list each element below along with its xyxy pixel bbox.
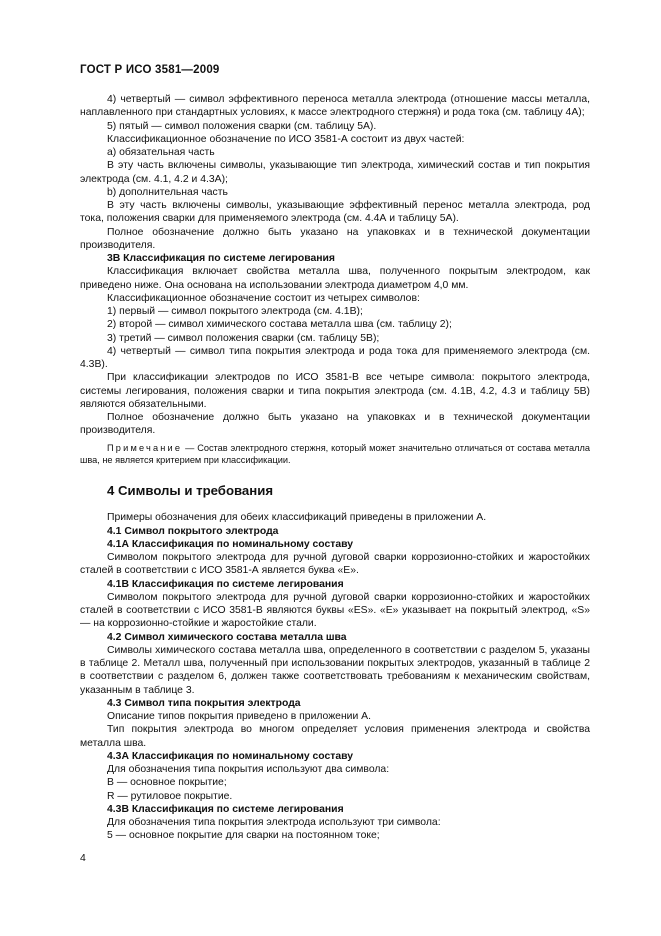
paragraph: Тип покрытия электрода во многом определяет условия применения электрода и свойства металла шва. xyxy=(80,724,590,749)
list-item: В — основное покрытие; xyxy=(107,777,227,789)
paragraph: Символом покрытого электрода для ручной дуговой сварки коррозионно-стойких и жаростойких сталей в соответствии с ИСО 3581-В являются буквы «ES». «Е» указывает на покрытый электрод, «S» — на коррозионно-стойкие и жаростойкие стали. xyxy=(80,591,590,630)
paragraph: Полное обозначение должно быть указано на упаковках и в технической документации производителя. xyxy=(80,412,590,437)
subsection-heading: 4.1А Классификация по номинальному составу xyxy=(107,538,354,550)
subsection-heading: 4.3В Классификация по системе легирования xyxy=(107,803,344,815)
paragraph: В эту часть включены символы, указывающие тип электрода, химический состав и тип покрытия электрода (см. 4.1, 4.2 и 4.3А); xyxy=(80,160,590,185)
subsection-heading: 4.3 Символ типа покрытия электрода xyxy=(107,697,301,709)
list-item: 2) второй — символ химического состава металла шва (см. таблицу 2); xyxy=(107,319,452,331)
paragraph: Для обозначения типа покрытия используют два символа: xyxy=(107,764,390,776)
page-body xyxy=(80,93,590,843)
list-item: 5 — основное покрытие для сварки на постоянном токе; xyxy=(107,830,380,842)
page-number: 4 xyxy=(80,853,86,864)
list-item: 1) первый — символ покрытого электрода (см. 4.1В); xyxy=(107,306,363,317)
subsection-heading: 4.2 Символ химического состава металла шва xyxy=(107,631,347,643)
paragraph: При классификации электродов по ИСО 3581-В все четыре символа: покрытого электрода, системы легирования, положения сварки и типа покрытия электрода (см. 4.1В, 4.2, 4.3 и таблицу 5В) являются обязательными. xyxy=(80,372,590,410)
paragraph: Описание типов покрытия приведено в приложении А. xyxy=(107,711,371,723)
paragraph: Символы химического состава металла шва, определенного в соответствии с разделом 5, указаны в таблице 2. Металл шва, полученный при использовании покрытых электродов, указанный в таблице 2 в соответствии с разделом 6, должен также соответствовать требованиям к механическим свойствам, указанным в таблице 3. xyxy=(80,644,590,696)
list-item: 3) третий — символ положения сварки (см. таблицу 5В); xyxy=(107,332,380,344)
paragraph: 4) четвертый — символ эффективного переноса металла электрода (отношение массы металла, наплавленного при стандартных условиях, к массе электродного стержня) и рода тока (см. таблицу 4А); xyxy=(80,94,590,119)
paragraph: Классификационное обозначение состоит из четырех символов: xyxy=(107,292,420,304)
subsection-heading: 4.3А Классификация по номинальному составу xyxy=(107,750,354,762)
section-title: 4 Символы и требования xyxy=(107,483,274,499)
paragraph: а) обязательная часть xyxy=(107,147,215,158)
note xyxy=(80,442,590,467)
paragraph: 5) пятый — символ положения сварки (см. таблицу 5А). xyxy=(107,120,377,132)
paragraph: Для обозначения типа покрытия электрода используют три символа: xyxy=(107,817,441,829)
paragraph: Символом покрытого электрода для ручной дуговой сварки коррозионно-стойких и жаростойких сталей в соответствии с ИСО 3581-А является буква «Е». xyxy=(80,552,590,577)
subsection-heading: 4.1 Символ покрытого электрода xyxy=(107,525,279,537)
page-header: ГОСТ Р ИСО 3581—2009 xyxy=(80,64,220,76)
note-label: Примечание xyxy=(107,442,183,453)
subsection-heading: 4.1В Классификация по системе легирования xyxy=(107,578,344,590)
paragraph: Классификация включает свойства металла шва, полученного покрытым электродом, как приведено ниже. Она основана на использовании электрода диаметром 4,0 мм. xyxy=(80,266,590,291)
paragraph: Классификационное обозначение по ИСО 3581-А состоит из двух частей: xyxy=(107,133,465,145)
paragraph: b) дополнительная часть xyxy=(107,186,228,198)
list-item: R — рутиловое покрытие. xyxy=(107,790,233,802)
subsection-heading: 3В Классификация по системе легирования xyxy=(107,253,335,264)
paragraph: В эту часть включены символы, указывающие эффективный перенос металла электрода, род тока, положения сварки для применяемого электрода (см. 4.4А и таблицу 5А). xyxy=(80,200,590,225)
list-item: 4) четвертый — символ типа покрытия электрода и рода тока для применяемого электрода (см. 4.3В). xyxy=(80,345,590,370)
note-text: — Состав электродного стержня, который может значительно отличаться от состава металла шва, не является критерием при классификации. xyxy=(80,442,590,465)
paragraph: Примеры обозначения для обеих классификаций приведены в приложении А. xyxy=(107,512,487,524)
paragraph: Полное обозначение должно быть указано на упаковках и в технической документации производителя. xyxy=(80,226,590,251)
